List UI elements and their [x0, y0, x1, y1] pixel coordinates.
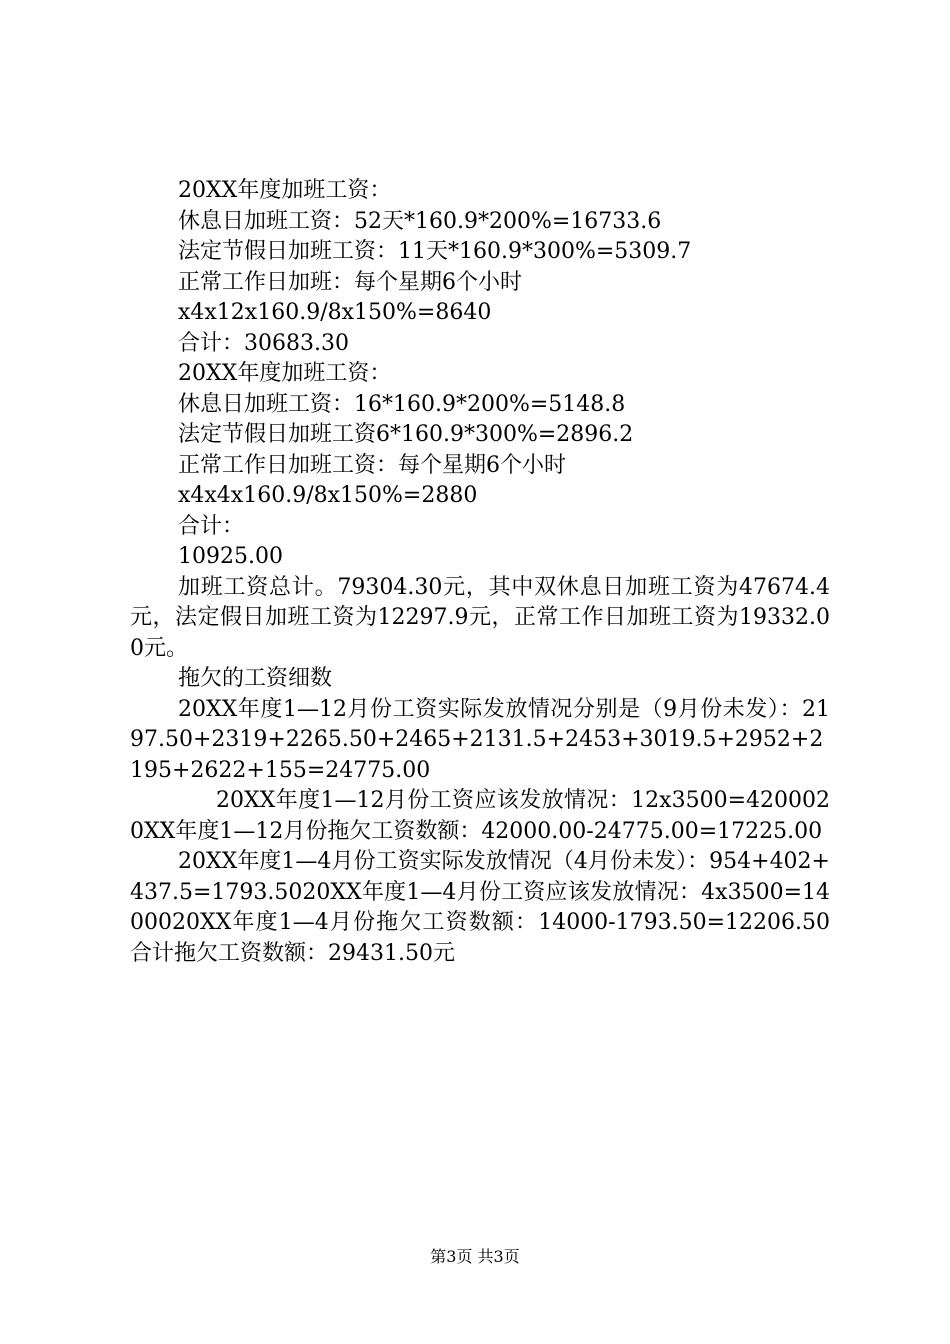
paragraph-second-year: 20XX年度1—4月份工资实际发放情况（4月份未发）：954+402+437.5=1793.5020XX年度1—4月份工资应该发放情况：4x3500=1400020XX年度1—4月份拖欠工资数额：14000-1793.50=12206.50合计拖欠工资数额：29431.50元	[130, 849, 830, 966]
text-line: 10925.00	[178, 544, 283, 569]
heading-arrears: 拖欠的工资细数	[178, 666, 333, 691]
document-body	[130, 176, 830, 969]
text-line: x4x12x160.9/8x150%=8640	[178, 300, 492, 325]
text-line: 休息日加班工资：52天*160.9*200%=16733.6	[178, 208, 662, 234]
paragraph-overtime-total: 加班工资总计。79304.30元，其中双休息日加班工资为47674.4元，法定假日加班工资为12297.9元，正常工作日加班工资为19332.00元。	[130, 574, 830, 661]
text-line: 合计：	[178, 513, 245, 539]
text-line: 法定节假日加班工资：11天*160.9*300%=5309.7	[178, 239, 692, 264]
text-line: 正常工作日加班工资：每个星期6个小时	[178, 452, 566, 478]
text-line: 法定节假日加班工资6*160.9*300%=2896.2	[178, 422, 634, 447]
text-line: 20XX年度加班工资：	[178, 361, 392, 386]
text-line: x4x4x160.9/8x150%=2880	[178, 483, 478, 508]
text-line: 20XX年度加班工资：	[178, 178, 392, 203]
text-line: 正常工作日加班：每个星期6个小时	[178, 269, 522, 295]
text-line: 休息日加班工资：16*160.9*200%=5148.8	[178, 391, 626, 417]
paragraph-due-pay: 20XX年度1—12月份工资应该发放情况：12x3500=4200020XX年度1—12月份拖欠工资数额：42000.00-24775.00=17225.00	[130, 788, 830, 844]
paragraph-actual-pay: 20XX年度1—12月份工资实际发放情况分别是（9月份未发）：2197.50+2319+2265.50+2465+2131.5+2453+3019.5+2952+2195+2622+155=24775.00	[130, 696, 830, 783]
text-line: 合计：30683.30	[178, 330, 349, 356]
page-footer: 第3页 共3页	[430, 1247, 520, 1266]
